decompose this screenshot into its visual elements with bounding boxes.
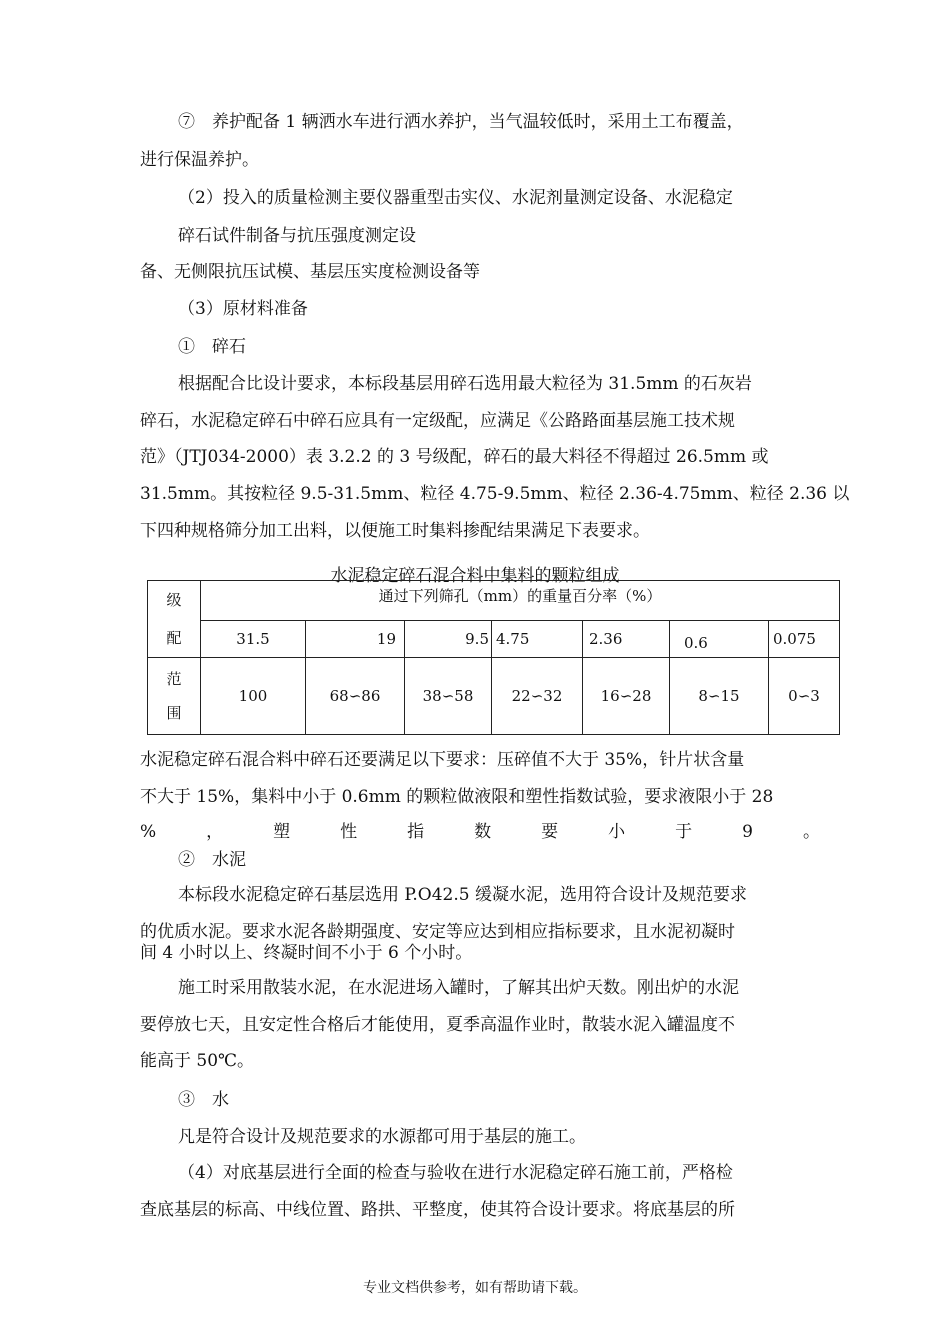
paragraph-line: 施工时采用散装水泥，在水泥进场入罐时，了解其出炉天数。刚出炉的水泥 [178, 978, 739, 998]
sieve-cell: 2.36 [583, 621, 670, 658]
row-header-grade [148, 581, 201, 658]
row-header-range [148, 658, 201, 735]
row-header-char: 范 [166, 670, 182, 688]
section-heading: ① 碎石 [178, 337, 246, 357]
paragraph-line: 要停放七天，且安定性合格后才能使用，夏季高温作业时，散装水泥入罐温度不 [140, 1015, 735, 1035]
row-header-char: 围 [166, 704, 182, 722]
paragraph-line: 能高于 50℃。 [140, 1051, 255, 1071]
justified-line [140, 822, 820, 842]
range-cell: 68∽86 [306, 658, 405, 735]
row-header-char: 级 [166, 591, 182, 609]
paragraph-line: 凡是符合设计及规范要求的水源都可用于基层的施工。 [178, 1127, 586, 1147]
char: ， [206, 822, 224, 842]
paragraph-line: 进行保温养护。 [140, 150, 259, 170]
page-footer: 专业文档供参考，如有帮助请下载。 [363, 1280, 587, 1296]
char: 小 [608, 822, 626, 842]
section-heading: ③ 水 [178, 1090, 229, 1110]
paragraph-line: 不大于 15%，集料中小于 0.6mm 的颗粒做液限和塑性指数试验，要求液限小于 28 [140, 787, 774, 807]
sieve-cell: 0.075 [769, 621, 840, 658]
sieve-cell: 0.6 [670, 621, 769, 658]
paragraph-line: 备、无侧限抗压试模、基层压实度检测设备等 [140, 262, 480, 282]
paragraph-line: （2）投入的质量检测主要仪器重型击实仪、水泥剂量测定设备、水泥稳定 [178, 188, 733, 208]
sieve-cell: 9.5 [405, 621, 492, 658]
range-cell: 8∽15 [670, 658, 769, 735]
paragraph-line: 查底基层的标高、中线位置、路拱、平整度，使其符合设计要求。将底基层的所 [140, 1200, 735, 1220]
paragraph-line: ⑦ 养护配备 1 辆洒水车进行洒水养护，当气温较低时，采用土工布覆盖， [178, 112, 744, 132]
sieve-cell: 4.75 [492, 621, 583, 658]
gradation-table [147, 580, 840, 735]
paragraph-line: 下四种规格筛分加工出料，以便施工时集料掺配结果满足下表要求。 [140, 521, 650, 541]
paragraph-line: 间 4 小时以上、终凝时间不小于 6 个小时。 [140, 943, 473, 963]
char: 塑 [273, 822, 291, 842]
paragraph-line: 的优质水泥。要求水泥各龄期强度、安定等应达到相应指标要求，且水泥初凝时 [140, 922, 735, 942]
range-cell: 38∽58 [405, 658, 492, 735]
section-heading: ② 水泥 [178, 850, 246, 870]
char: 。 [802, 822, 820, 842]
paragraph-line: 碎石试件制备与抗压强度测定设 [178, 226, 416, 246]
char: 数 [474, 822, 492, 842]
char: 于 [675, 822, 693, 842]
paragraph-line: 本标段水泥稳定碎石基层选用 P.O42.5 缓凝水泥，选用符合设计及规范要求 [178, 885, 747, 905]
range-cell: 16∽28 [583, 658, 670, 735]
paragraph-line: 31.5mm。其按粒径 9.5-31.5mm、粒径 4.75-9.5mm、粒径 2.36-4.75mm、粒径 2.36 以 [140, 484, 850, 504]
paragraph-line: （4）对底基层进行全面的检查与验收在进行水泥稳定碎石施工前，严格检 [178, 1163, 733, 1183]
range-cell: 100 [201, 658, 306, 735]
char: % [140, 822, 157, 842]
sieve-cell: 19 [306, 621, 405, 658]
paragraph-line: 水泥稳定碎石混合料中碎石还要满足以下要求：压碎值不大于 35%，针片状含量 [140, 750, 745, 770]
char: 9 [742, 822, 753, 842]
table-header: 通过下列筛孔（mm）的重量百分率（%） [201, 581, 840, 621]
row-header-char: 配 [166, 629, 182, 647]
paragraph-line: 范》（JTJ034-2000）表 3.2.2 的 3 号级配，碎石的最大料径不得超过 26.5mm 或 [140, 447, 769, 467]
paragraph-line: （3）原材料准备 [178, 299, 308, 319]
range-cell: 22∽32 [492, 658, 583, 735]
range-cell: 0∽3 [769, 658, 840, 735]
table-caption: 水泥稳定碎石混合料中集料的颗粒组成 [330, 566, 620, 586]
char: 指 [407, 822, 425, 842]
paragraph-line: 根据配合比设计要求，本标段基层用碎石选用最大粒径为 31.5mm 的石灰岩 [178, 374, 752, 394]
char: 性 [340, 822, 358, 842]
sieve-cell: 31.5 [201, 621, 306, 658]
char: 要 [541, 822, 559, 842]
paragraph-line: 碎石，水泥稳定碎石中碎石应具有一定级配，应满足《公路路面基层施工技术规 [140, 411, 735, 431]
